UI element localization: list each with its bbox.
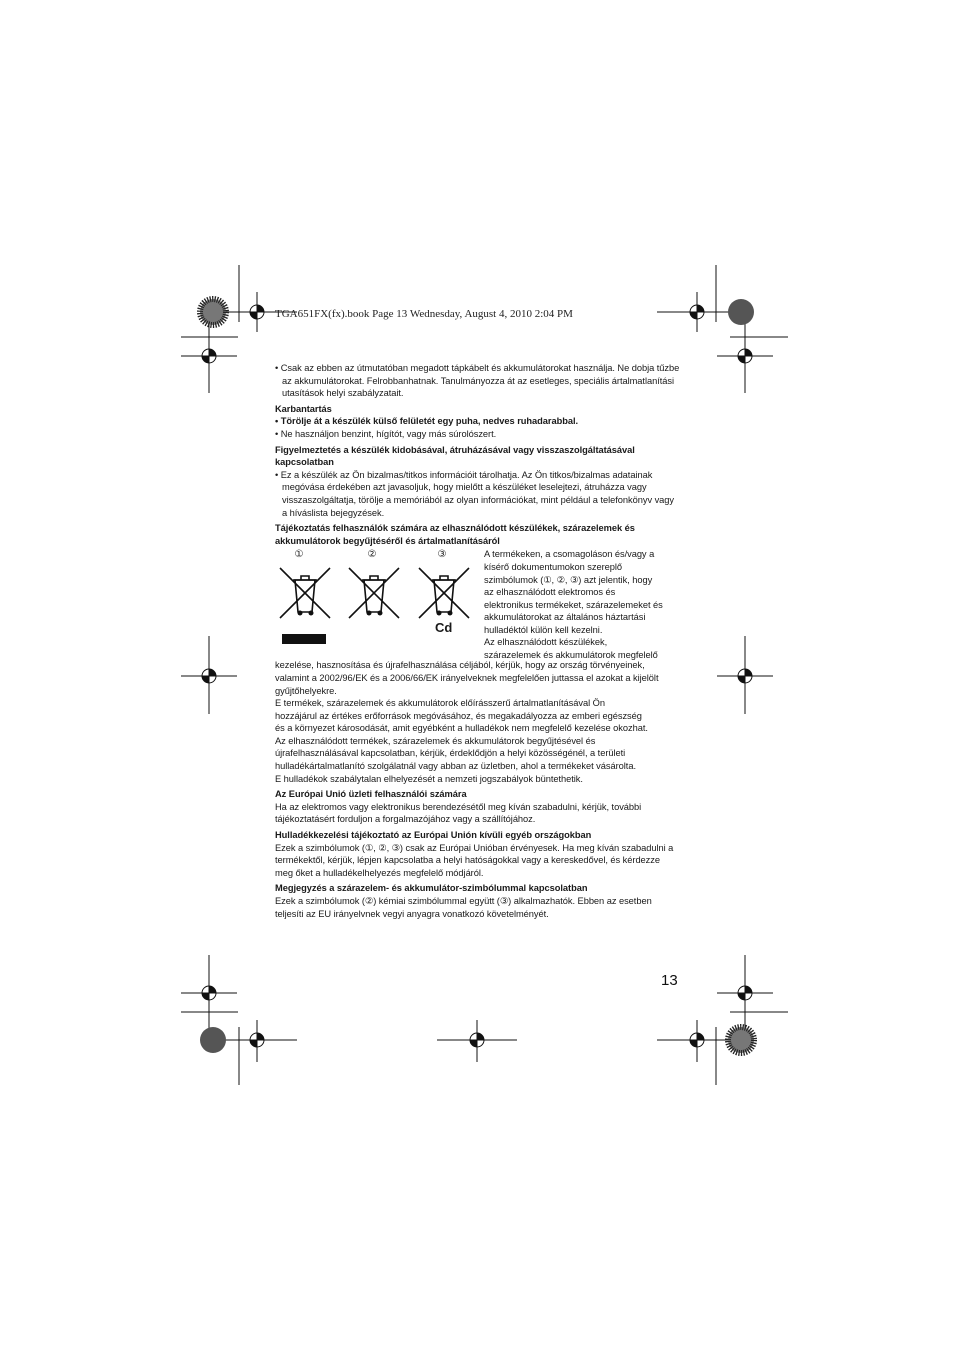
print-header: TGA651FX(fx).book Page 13 Wednesday, August 4, 2010 2:04 PM: [275, 308, 573, 320]
waste-symbols-block: [275, 548, 680, 659]
page-content: [275, 362, 680, 920]
symbol-number-3: ③: [437, 549, 447, 561]
crossed-bin-battery-icon: [347, 566, 401, 620]
battery-note-heading: Megjegyzés a szárazelem- és akkumulátor-szimbólummal kapcsolatban: [275, 883, 588, 894]
non-eu-text: Ezek a szimbólumok (①, ②, ③) csak az Európai Unióban érvényesek. Ha meg kíván szabadulni a termékektől, kérjük, lépjen kapcsolatba a helyi hatóságokkal vagy a kereskedővel, és kérdezze meg őket a hulladékelhelyezés megfelelő módjáról.: [275, 842, 674, 878]
non-eu-heading: Hulladékkezelési tájékoztató az Európai Unión kívüli egyéb országokban: [275, 830, 592, 841]
battery-note-text: Ezek a szimbólumok (②) kémiai szimbólummal együtt (③) alkalmazhatók. Ebben az esetben teljesíti az EU irányelvnek vegyi anyagra vonatkozó követelményét.: [275, 896, 652, 919]
waste-continuation: kezelése, hasznosítása és újrafelhasználása céljából, kérjük, hogy az ország törvényeinek, valamint a 2002/96/EK és a 2006/66/EK irányelveknek megfelelően juttassa el azokat a kijelölt gyűjtőhelyekre.: [275, 660, 659, 696]
maintenance-heading: Karbantartás: [275, 403, 332, 414]
crossed-bin-icon: [278, 566, 332, 620]
disposal-warning-heading: Figyelmeztetés a készülék kidobásával, átruházásával vagy visszaszolgáltatásával kapcsolatban: [275, 444, 635, 468]
eu-business-text: Ha az elektromos vagy elektronikus berendezésétől meg kíván szabadulni, kérjük, további tájékoztatásért forduljon a forgalmazójához vagy a szállítójához.: [275, 801, 642, 825]
waste-paragraph-2: E termékek, szárazelemek és akkumulátorok előírásszerű ártalmatlanításával Ön hozzájárul az értékes erőforrások megóvásához, és megakadályozza az emberi egészség és a környezet károsodását, amit egyébként a hulladékok nem megfelelő kezelése okozhat. Az elhasználódott termékek, szárazelemek és akkumulátorok begyűjtésével és újrafelhasználásával kapcsolatban, kérjük, érdeklődjön a helyi közösségénél, a területi hulladékártalmatlanító szolgálatnál vagy abban az üzletben, ahol a termékeket vásárolta. E hulladékok szabálytalan elhelyezését a nemzeti jogszabályok büntethetik.: [275, 698, 648, 784]
intro-bullet: • Csak az ebben az útmutatóban megadott tápkábelt és akkumulátorokat használja. Ne dobja tűzbe az akkumulátorokat. Felrobbanhatnak. Tanulmányozza át az esetleges, speciális ártalmatlanítási utasítások helyi szabályzatait.: [275, 363, 680, 399]
waste-info-heading: Tájékoztatás felhasználók számára az elhasználódott készülékek, szárazelemek és akkumulátorok begyűjtéséről és ártalmatlanításáról: [275, 523, 635, 546]
symbol-number-1: ①: [294, 549, 304, 561]
black-bar-icon: [282, 634, 326, 644]
cd-label: Cd: [435, 620, 453, 636]
page-number: 13: [661, 972, 678, 989]
symbol-number-2: ②: [367, 549, 377, 561]
waste-side-text: A termékeken, a csomagoláson és/vagy a kísérő dokumentumokon szereplő szimbólumok (①, ②, ③) azt jelentik, hogy az elhasználódott elektromos és elektronikus termékeket, szárazelemeket és akkumulátorokat az általános háztartási hulladéktól külön kell kezelni. Az elhasználódott készülékek, szárazelemek és akkumulátorok megfelelő: [484, 549, 663, 661]
crossed-bin-chemical-icon: [417, 566, 471, 620]
maintenance-bullet-bold: • Törölje át a készülék külső felületét egy puha, nedves ruhadarabbal.: [275, 416, 579, 427]
eu-business-heading: Az Európai Unió üzleti felhasználói számára: [275, 789, 467, 800]
maintenance-bullet: • Ne használjon benzint, hígítót, vagy más súrolószert.: [275, 428, 497, 439]
disposal-warning-bullet: • Ez a készülék az Ön bizalmas/titkos információit tárolhatja. Az Ön titkos/bizalmas adatainak megóvása érdekében azt javasoljuk, hogy mielőtt a készüléket leselejtezi, átruházza vagy visszaszolgáltatja, törölje a memóriából az olyan információkat, mint például a telefonkönyv vagy a híváslista bejegyzések.: [275, 469, 675, 518]
